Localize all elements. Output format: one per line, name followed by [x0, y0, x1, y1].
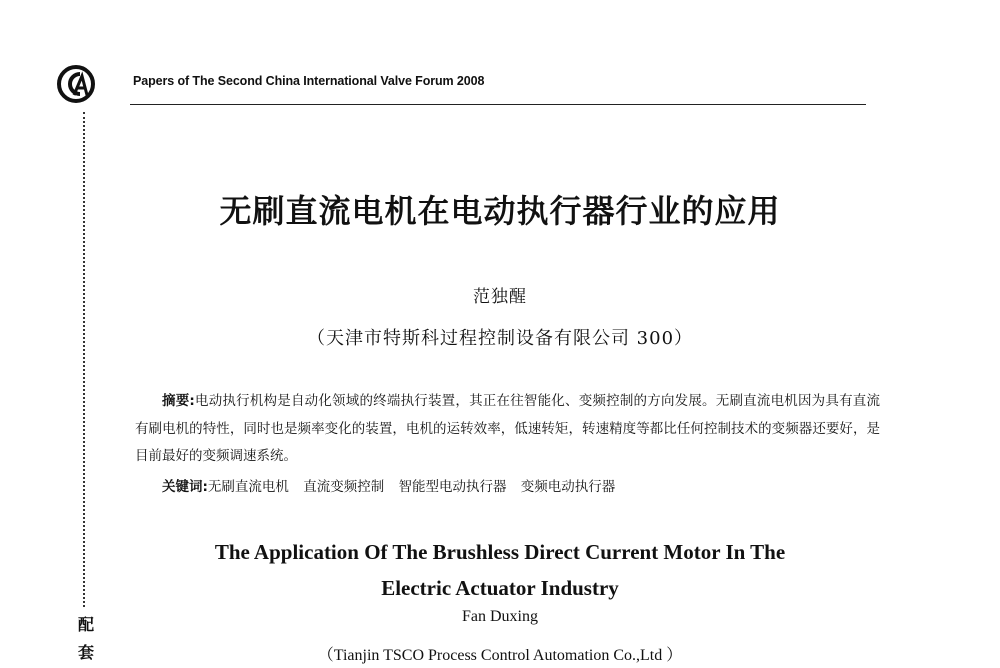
- abstract-text: 电动执行机构是自动化领域的终端执行装置，其正在往智能化、变频控制的方向发展。无刷直流电机因为具有直流有刷电机的特性，同时也是频率变化的装置，电机的运转效率，低速转矩，转速精度等都比任何控制技术的变频器还要好，是目前最好的变频调速系统。: [135, 393, 880, 464]
- author-en: Fan Duxing: [462, 608, 538, 625]
- paper-title-en-line1: The Application Of The Brushless Direct Current Motor In The: [214, 540, 786, 564]
- side-label-1: 配: [77, 615, 94, 634]
- keyword: 变频电动执行器: [520, 479, 616, 495]
- author-cn: 范独醒: [473, 287, 527, 307]
- paper-title-en-line2: Electric Actuator Industry: [381, 576, 619, 600]
- keyword: 智能型电动执行器: [398, 479, 507, 495]
- affiliation-cn: （天津市特斯科过程控制设备有限公司 300）: [306, 328, 694, 349]
- affiliation-en: （Tianjin TSCO Process Control Automation Co.,Ltd ）: [317, 647, 683, 664]
- keywords: [162, 475, 625, 495]
- series-title: Papers of The Second China International Valve Forum 2008: [133, 74, 485, 88]
- abstract: [135, 388, 880, 471]
- side-label-2: 套: [77, 643, 94, 662]
- keyword: 直流变频控制: [303, 479, 385, 495]
- cvf-logo-icon: [56, 64, 96, 104]
- keyword: 无刷直流电机: [207, 479, 289, 495]
- header-rule: [130, 104, 866, 105]
- keywords-label: 关键词:: [162, 479, 208, 495]
- abstract-label: 摘要:: [162, 393, 195, 409]
- paper-title-cn: 无刷直流电机在电动执行器行业的应用: [219, 192, 781, 230]
